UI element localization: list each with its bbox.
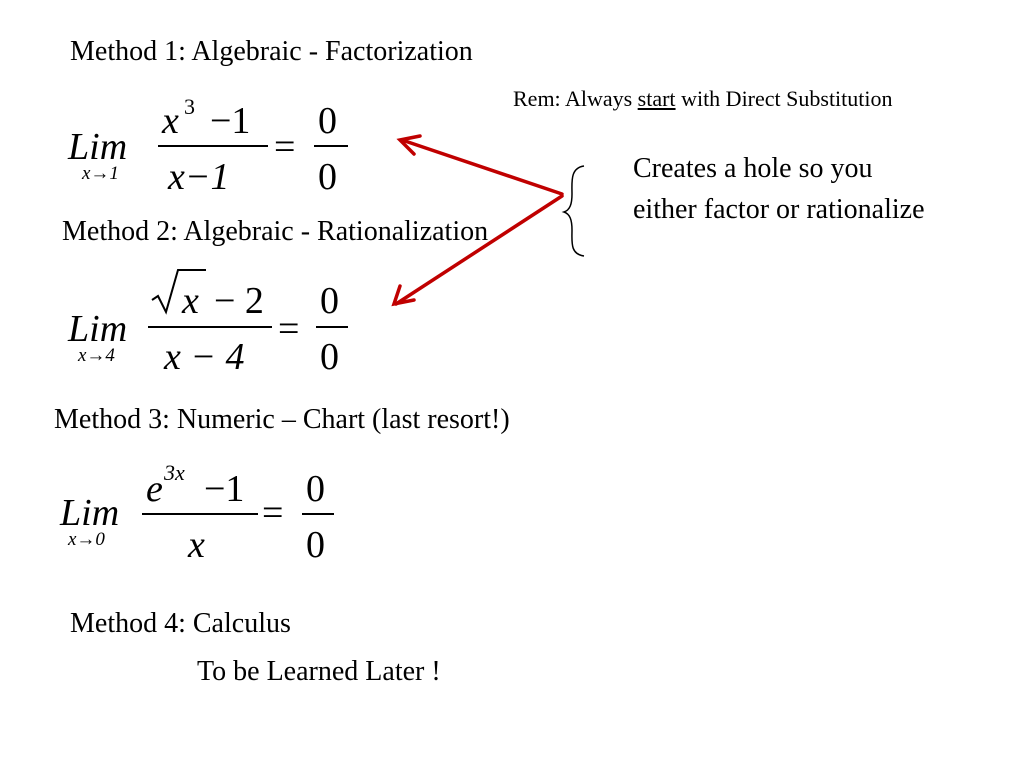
reminder-text (513, 88, 893, 110)
numerator-radicand: x (182, 280, 199, 322)
result-fraction-bar (302, 513, 334, 515)
denominator: x − 4 (164, 336, 245, 378)
fraction-bar (148, 326, 272, 328)
denominator: x−1 (168, 156, 230, 198)
arrow-to-method1 (400, 136, 562, 194)
lim-label: Lim (68, 308, 128, 350)
curly-brace (564, 166, 584, 256)
equals-sign: = (274, 126, 296, 168)
result-denominator: 0 (318, 156, 337, 198)
approach-label: x→4 (78, 345, 115, 366)
method4-heading: Method 4: Calculus (70, 608, 291, 639)
numerator-exponent: 3x (164, 460, 185, 485)
approach-label: x→1 (82, 163, 119, 184)
numerator-rest: − 2 (214, 280, 264, 322)
reminder-emphasis: start (637, 86, 676, 111)
lim-label: Lim (68, 126, 128, 168)
lim-label: Lim (60, 492, 120, 534)
numerator-rest: −1 (204, 468, 245, 510)
equals-sign: = (262, 492, 284, 534)
method1-heading: Method 1: Algebraic - Factorization (70, 36, 473, 67)
result-fraction-bar (314, 145, 348, 147)
numerator-base: x (162, 100, 179, 142)
result-numerator: 0 (318, 100, 337, 142)
numerator-base: e (146, 468, 163, 510)
fraction-bar (142, 513, 258, 515)
result-denominator: 0 (306, 524, 325, 566)
fraction-bar (158, 145, 268, 147)
numerator-rest: −1 (210, 100, 251, 142)
equals-sign: = (278, 308, 300, 350)
denominator: x (188, 524, 205, 566)
result-numerator: 0 (306, 468, 325, 510)
result-denominator: 0 (320, 336, 339, 378)
approach-label: x→0 (68, 529, 105, 550)
method3-heading: Method 3: Numeric – Chart (last resort!) (54, 404, 510, 435)
method2-heading: Method 2: Algebraic - Rationalization (62, 216, 489, 247)
result-fraction-bar (316, 326, 348, 328)
numerator-exponent: 3 (184, 94, 195, 119)
method4-subtext: To be Learned Later ! (197, 656, 441, 687)
reminder-suffix: with Direct Substitution (675, 86, 893, 111)
result-numerator: 0 (320, 280, 339, 322)
hole-note: Creates a hole so you either factor or rationalize (633, 153, 925, 225)
reminder-prefix: Rem: Always (513, 86, 638, 111)
arrow-to-method2 (394, 196, 562, 304)
